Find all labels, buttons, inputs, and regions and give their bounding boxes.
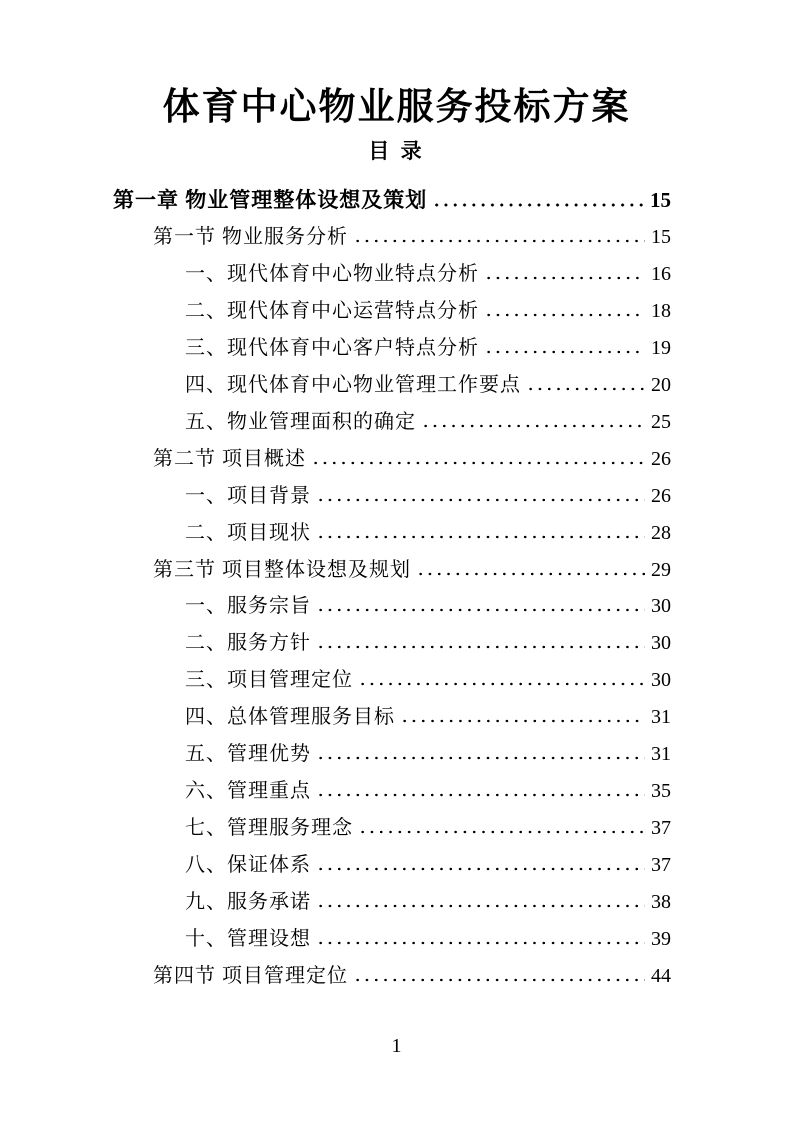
toc-entry	[113, 515, 671, 552]
toc-entry	[113, 293, 671, 330]
toc-entry	[113, 404, 671, 441]
table-of-contents	[0, 182, 793, 994]
leader-dots	[484, 313, 645, 317]
leader-dots	[400, 719, 645, 723]
toc-entry-page: 31	[651, 706, 671, 729]
toc-entry-page: 18	[651, 300, 671, 323]
leader-dots	[316, 498, 645, 502]
document-title: 体育中心物业服务投标方案	[162, 87, 631, 128]
toc-entry	[113, 810, 671, 847]
toc-entry-label: 一、项目背景	[185, 484, 311, 507]
toc-entry-label: 七、管理服务理念	[185, 816, 353, 839]
toc-entry-label: 四、现代体育中心物业管理工作要点	[185, 374, 521, 397]
leader-dots	[316, 867, 645, 871]
toc-entry-page: 16	[651, 263, 671, 286]
toc-entry-page: 44	[651, 964, 671, 987]
toc-entry-page: 30	[651, 669, 671, 692]
toc-entry-page: 19	[651, 337, 671, 360]
toc-entry-page: 35	[651, 779, 671, 802]
toc-entry-label: 三、现代体育中心客户特点分析	[185, 337, 479, 360]
leader-dots	[416, 572, 645, 576]
leader-dots	[526, 387, 645, 391]
toc-heading: 目 录	[368, 139, 425, 164]
leader-dots	[358, 682, 645, 686]
toc-entry-label: 第一章 物业管理整体设想及策划	[113, 188, 428, 213]
toc-entry	[113, 478, 671, 515]
toc-entry-page: 30	[651, 595, 671, 618]
toc-entry-label: 八、保证体系	[185, 853, 311, 876]
toc-entry-label: 二、项目现状	[185, 521, 311, 544]
leader-dots	[353, 239, 645, 243]
toc-entry	[113, 699, 671, 736]
toc-entry-label: 一、服务宗旨	[185, 595, 311, 618]
toc-entry-page: 39	[651, 927, 671, 950]
toc-entry	[113, 441, 671, 478]
toc-entry-page: 30	[651, 632, 671, 655]
toc-entry-page: 29	[651, 558, 671, 581]
toc-entry-label: 第二节 项目概述	[153, 447, 306, 470]
toc-entry-page: 15	[650, 188, 671, 213]
toc-entry-label: 九、服务承诺	[185, 890, 311, 913]
toc-entry	[113, 921, 671, 958]
toc-entry-label: 第四节 项目管理定位	[153, 964, 348, 987]
leader-dots	[484, 276, 645, 280]
toc-entry-page: 38	[651, 890, 671, 913]
leader-dots	[316, 941, 645, 945]
toc-entry-label: 第三节 项目整体设想及规划	[153, 558, 411, 581]
toc-entry	[113, 182, 671, 219]
leader-dots	[316, 793, 645, 797]
toc-entry	[113, 625, 671, 662]
leader-dots	[421, 424, 645, 428]
toc-entry	[113, 552, 671, 589]
toc-entry-page: 26	[651, 484, 671, 507]
leader-dots	[353, 978, 645, 982]
toc-entry-page: 25	[651, 410, 671, 433]
toc-entry-page: 15	[651, 226, 671, 249]
toc-entry	[113, 958, 671, 995]
toc-entry-page: 37	[651, 853, 671, 876]
toc-entry-label: 第一节 物业服务分析	[153, 226, 348, 249]
toc-entry-label: 四、总体管理服务目标	[185, 706, 395, 729]
toc-entry-page: 37	[651, 816, 671, 839]
leader-dots	[432, 203, 644, 207]
leader-dots	[311, 461, 645, 465]
toc-entry-label: 三、项目管理定位	[185, 669, 353, 692]
toc-entry	[113, 219, 671, 256]
toc-entry-page: 20	[651, 374, 671, 397]
leader-dots	[316, 756, 645, 760]
toc-entry-label: 五、物业管理面积的确定	[185, 410, 416, 433]
leader-dots	[484, 350, 645, 354]
leader-dots	[316, 608, 645, 612]
toc-entry	[113, 256, 671, 293]
toc-entry-label: 二、现代体育中心运营特点分析	[185, 300, 479, 323]
toc-entry-label: 一、现代体育中心物业特点分析	[185, 263, 479, 286]
toc-entry-label: 五、管理优势	[185, 743, 311, 766]
toc-entry-page: 26	[651, 447, 671, 470]
leader-dots	[358, 830, 645, 834]
toc-entry	[113, 588, 671, 625]
leader-dots	[316, 645, 645, 649]
toc-entry	[113, 330, 671, 367]
toc-entry	[113, 367, 671, 404]
leader-dots	[316, 904, 645, 908]
footer-page-number: 1	[391, 1035, 402, 1057]
toc-entry	[113, 662, 671, 699]
toc-entry-label: 六、管理重点	[185, 779, 311, 802]
toc-entry-page: 28	[651, 521, 671, 544]
toc-entry-page: 31	[651, 743, 671, 766]
toc-entry-label: 二、服务方针	[185, 632, 311, 655]
leader-dots	[316, 535, 645, 539]
toc-entry	[113, 736, 671, 773]
toc-entry	[113, 884, 671, 921]
toc-entry-label: 十、管理设想	[185, 927, 311, 950]
toc-entry	[113, 847, 671, 884]
toc-entry	[113, 773, 671, 810]
